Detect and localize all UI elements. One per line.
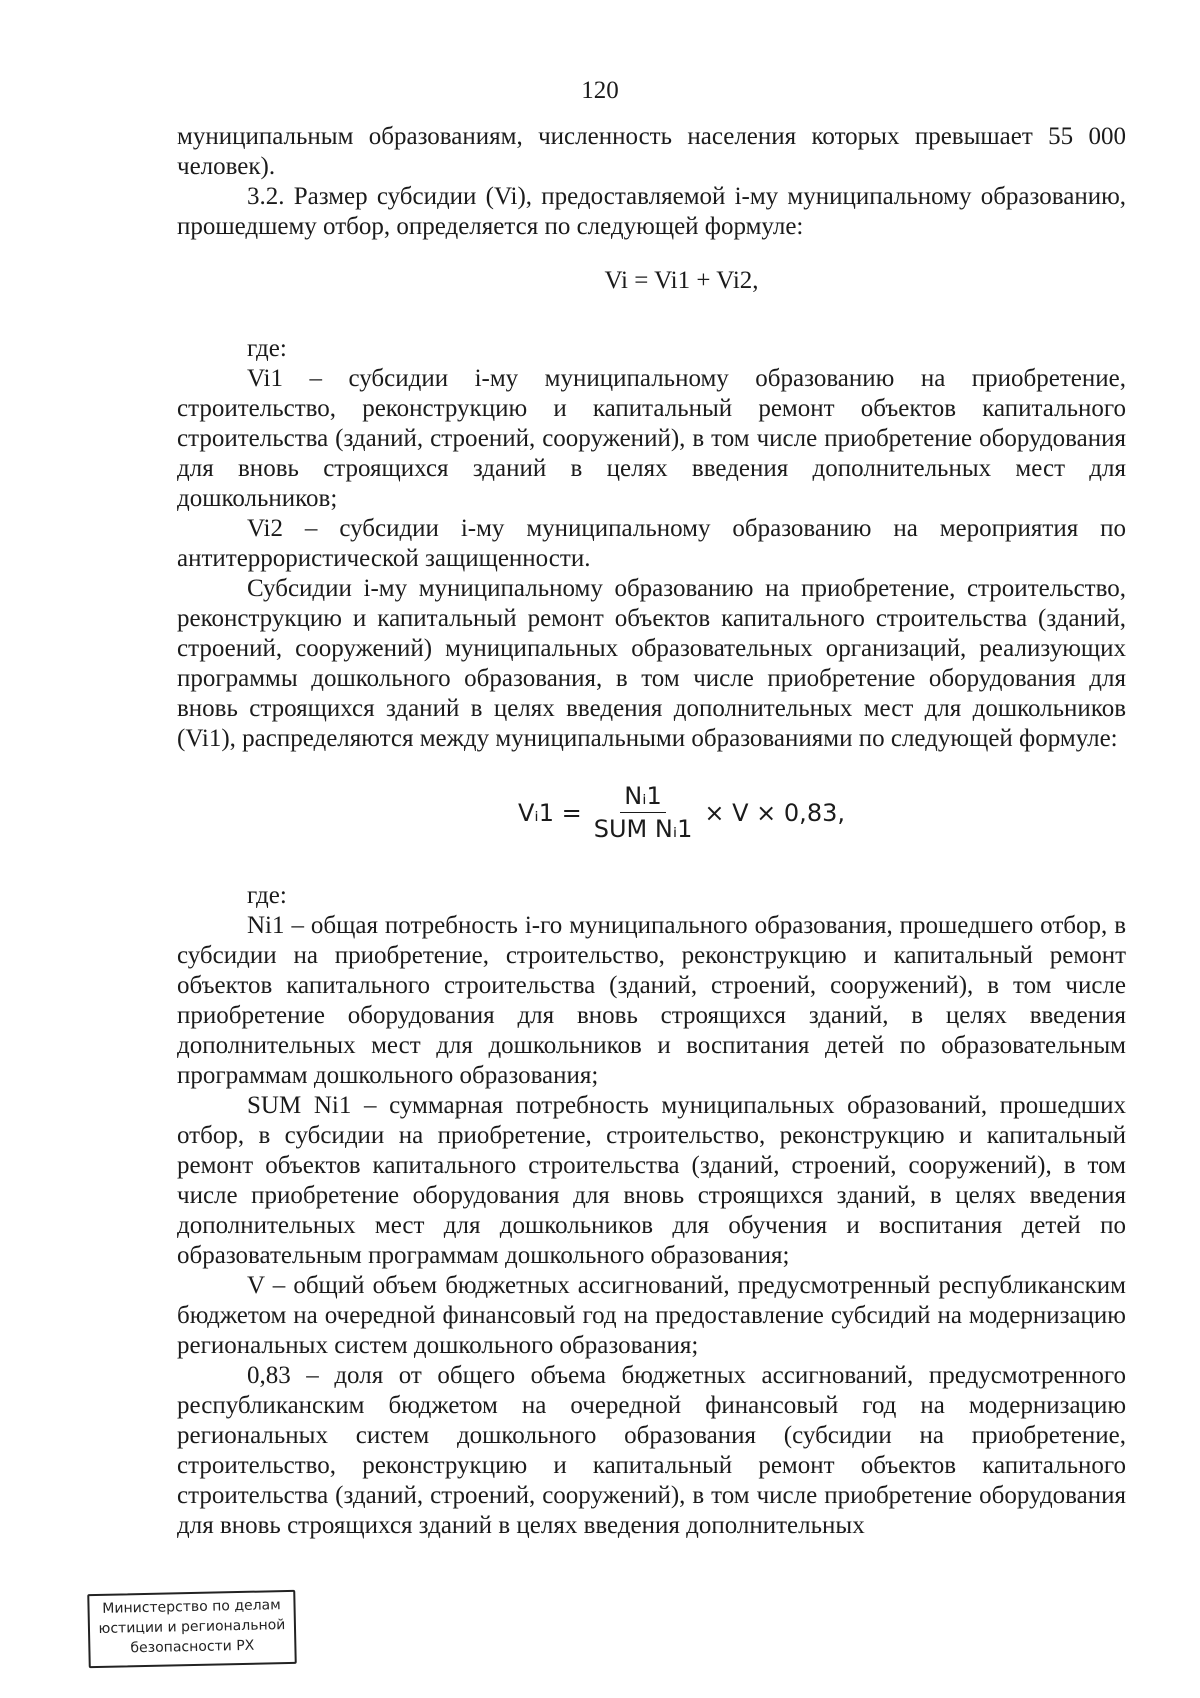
stamp-line: безопасности РХ xyxy=(130,1637,255,1657)
definition-v: V – общий объем бюджетных ассигнований, предусмотренный республиканским бюджетом на очередной финансовый год на предоставление субсидий на модернизацию региональных систем дошкольного образования; xyxy=(177,1272,1126,1359)
where-label: где: xyxy=(247,882,287,909)
formula-rhs: × V × 0,83, xyxy=(704,798,845,827)
formula-denominator: SUM Nᵢ1 xyxy=(593,815,693,843)
ministry-stamp xyxy=(87,1590,297,1668)
formula-lhs: Vᵢ1 = xyxy=(518,798,582,827)
where-label: где: xyxy=(247,335,287,362)
definition-ni1: Ni1 – общая потребность i-го муниципального образования, прошедшего отбор, в субсидии на приобретение, строительство, реконструкцию и капитальный ремонт объектов капитального строительства (зданий, строений, сооружений), в том числе приобретение оборудования для вновь строящихся зданий, в целях введения дополнительных мест для дошкольников и воспитания детей по образовательным программам дошкольного образования; xyxy=(177,912,1126,1089)
definition-083: 0,83 – доля от общего объема бюджетных ассигнований, предусмотренного республиканским бюджетом на очередной финансовый год на модернизацию региональных систем дошкольного образования (субсидии на приобретение, строительство, реконструкцию и капитальный ремонт объектов капитального строительства (зданий, строений, сооружений), в том числе приобретение оборудования для вновь строящихся зданий в целях введения дополнительных xyxy=(177,1362,1126,1539)
definition-sum-ni1: SUM Ni1 – суммарная потребность муниципальных образований, прошедших отбор, в субсидии на приобретение, строительство, реконструкцию и капитальный ремонт объектов капитального строительства (зданий, строений, сооружений), в том числе приобретение оборудования для вновь строящихся зданий, в целях введения дополнительных мест для дошкольников для обучения и воспитания детей по образовательным программам дошкольного образования; xyxy=(177,1092,1126,1269)
formula-vi-sum: Vi = Vi1 + Vi2, xyxy=(604,267,759,294)
formula-fraction xyxy=(590,782,697,843)
paragraph-3-2: 3.2. Размер субсидии (Vi), предоставляемой i-му муниципальному образованию, прошедшему отбор, определяется по следующей формуле: xyxy=(177,183,1126,240)
paragraph-distribution: Субсидии i-му муниципальному образованию на приобретение, строительство, реконструкцию и капитальный ремонт объектов капитального строительства (зданий, строений, сооружений) муниципальных образовательных организаций, реализующих программы дошкольного образования, в том числе приобретение оборудования для вновь строящихся зданий в целях введения дополнительных мест для дошкольников (Vi1), распределяются между муниципальными образованиями по следующей формуле: xyxy=(177,575,1126,752)
formula-vi1 xyxy=(177,782,1126,843)
formula-numerator: Nᵢ1 xyxy=(620,782,666,813)
stamp-line: Министерство по делам xyxy=(102,1597,281,1617)
page-number: 120 xyxy=(581,77,619,104)
definition-vi2: Vi2 – субсидии i-му муниципальному образованию на мероприятия по антитеррористической защищенности. xyxy=(177,515,1126,572)
stamp-line: юстиции и региональной xyxy=(98,1617,286,1637)
definition-vi1: Vi1 – субсидии i-му муниципальному образованию на приобретение, строительство, реконструкцию и капитальный ремонт объектов капитального строительства (зданий, строений, сооружений), в том числе приобретение оборудования для вновь строящихся зданий в целях введения дополнительных мест для дошкольников; xyxy=(177,365,1126,512)
document-body xyxy=(177,122,1126,1541)
paragraph-continuation: муниципальным образованиям, численность населения которых превышает 55 000 человек). xyxy=(177,123,1126,180)
